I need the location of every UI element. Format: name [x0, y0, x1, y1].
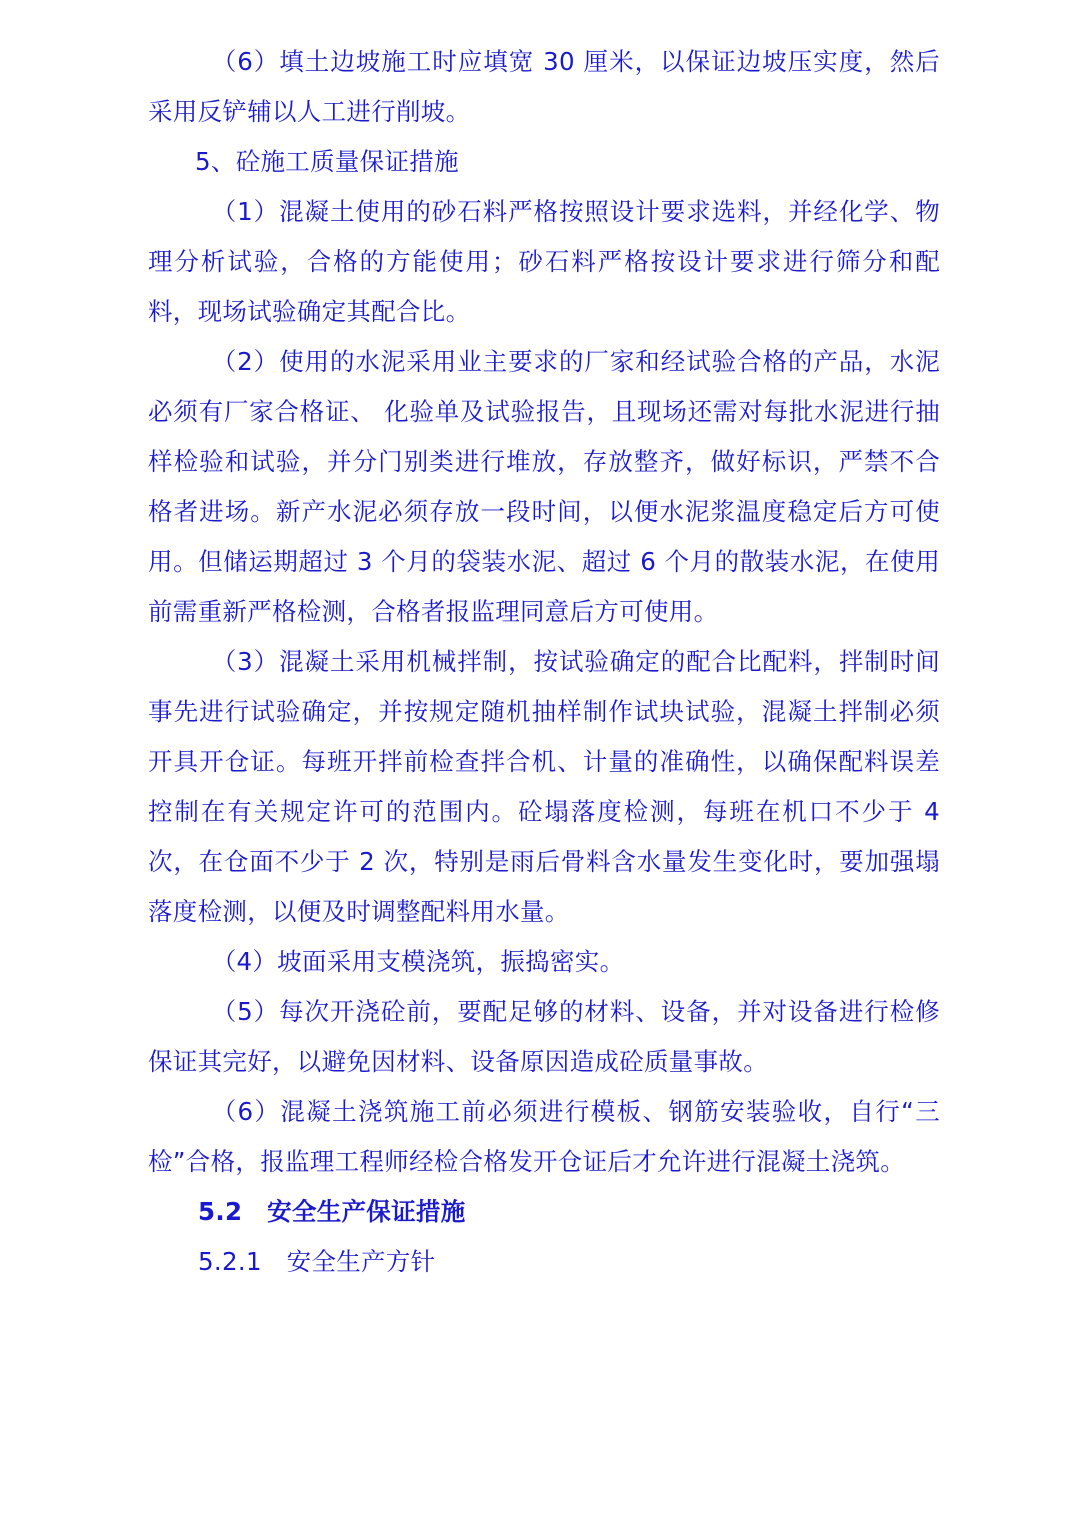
section-heading-concrete-quality: 5、砼施工质量保证措施 [195, 147, 459, 176]
paragraph-fill-slope: （6）填土边坡施工时应填宽 30 厘米，以保证边坡压实度，然后采用反铲辅以人工进行削坡。 [148, 47, 940, 126]
paragraph-item-1: （1）混凝土使用的砂石料严格按照设计要求选料，并经化学、物理分析试验，合格的方能使用；砂石料严格按设计要求进行筛分和配料，现场试验确定其配合比。 [148, 197, 940, 326]
paragraph-item-2: （2）使用的水泥采用业主要求的厂家和经试验合格的产品，水泥必须有厂家合格证、 化验单及试验报告，且现场还需对每批水泥进行抽样检验和试验，并分门别类进行堆放，存放整齐，做好标识，严禁不合格者进场。新产水泥必须存放一段时间，以便水泥浆温度稳定后方可使用。但储运期超过 3 个月的袋装水泥、超过 6 个月的散装水泥，在使用前需重新严格检测，合格者报监理同意后方可使用。 [148, 347, 940, 626]
paragraph-item-3: （3）混凝土采用机械拌制，按试验确定的配合比配料，拌制时间事先进行试验确定，并按规定随机抽样制作试块试验，混凝土拌制必须开具开仓证。每班开拌前检查拌合机、计量的准确性，以确保配料误差控制在有关规定许可的范围内。砼塌落度检测，每班在机口不少于 4 次，在仓面不少于 2 次，特别是雨后骨料含水量发生变化时，要加强塌落度检测，以便及时调整配料用水量。 [148, 647, 940, 926]
subsection-heading-5-2-1: 5.2.1 安全生产方针 [198, 1247, 436, 1276]
paragraph-item-6: （6）混凝土浇筑施工前必须进行模板、钢筋安装验收，自行“三检”合格，报监理工程师经检合格发开仓证后才允许进行混凝土浇筑。 [148, 1097, 940, 1176]
document-body [148, 37, 940, 1287]
paragraph-item-5: （5）每次开浇砼前，要配足够的材料、设备，并对设备进行检修保证其完好，以避免因材料、设备原因造成砼质量事故。 [148, 997, 940, 1076]
paragraph-item-4: （4）坡面采用支模浇筑，振捣密实。 [211, 947, 625, 976]
section-heading-5-2: 5.2 安全生产保证措施 [198, 1197, 466, 1226]
